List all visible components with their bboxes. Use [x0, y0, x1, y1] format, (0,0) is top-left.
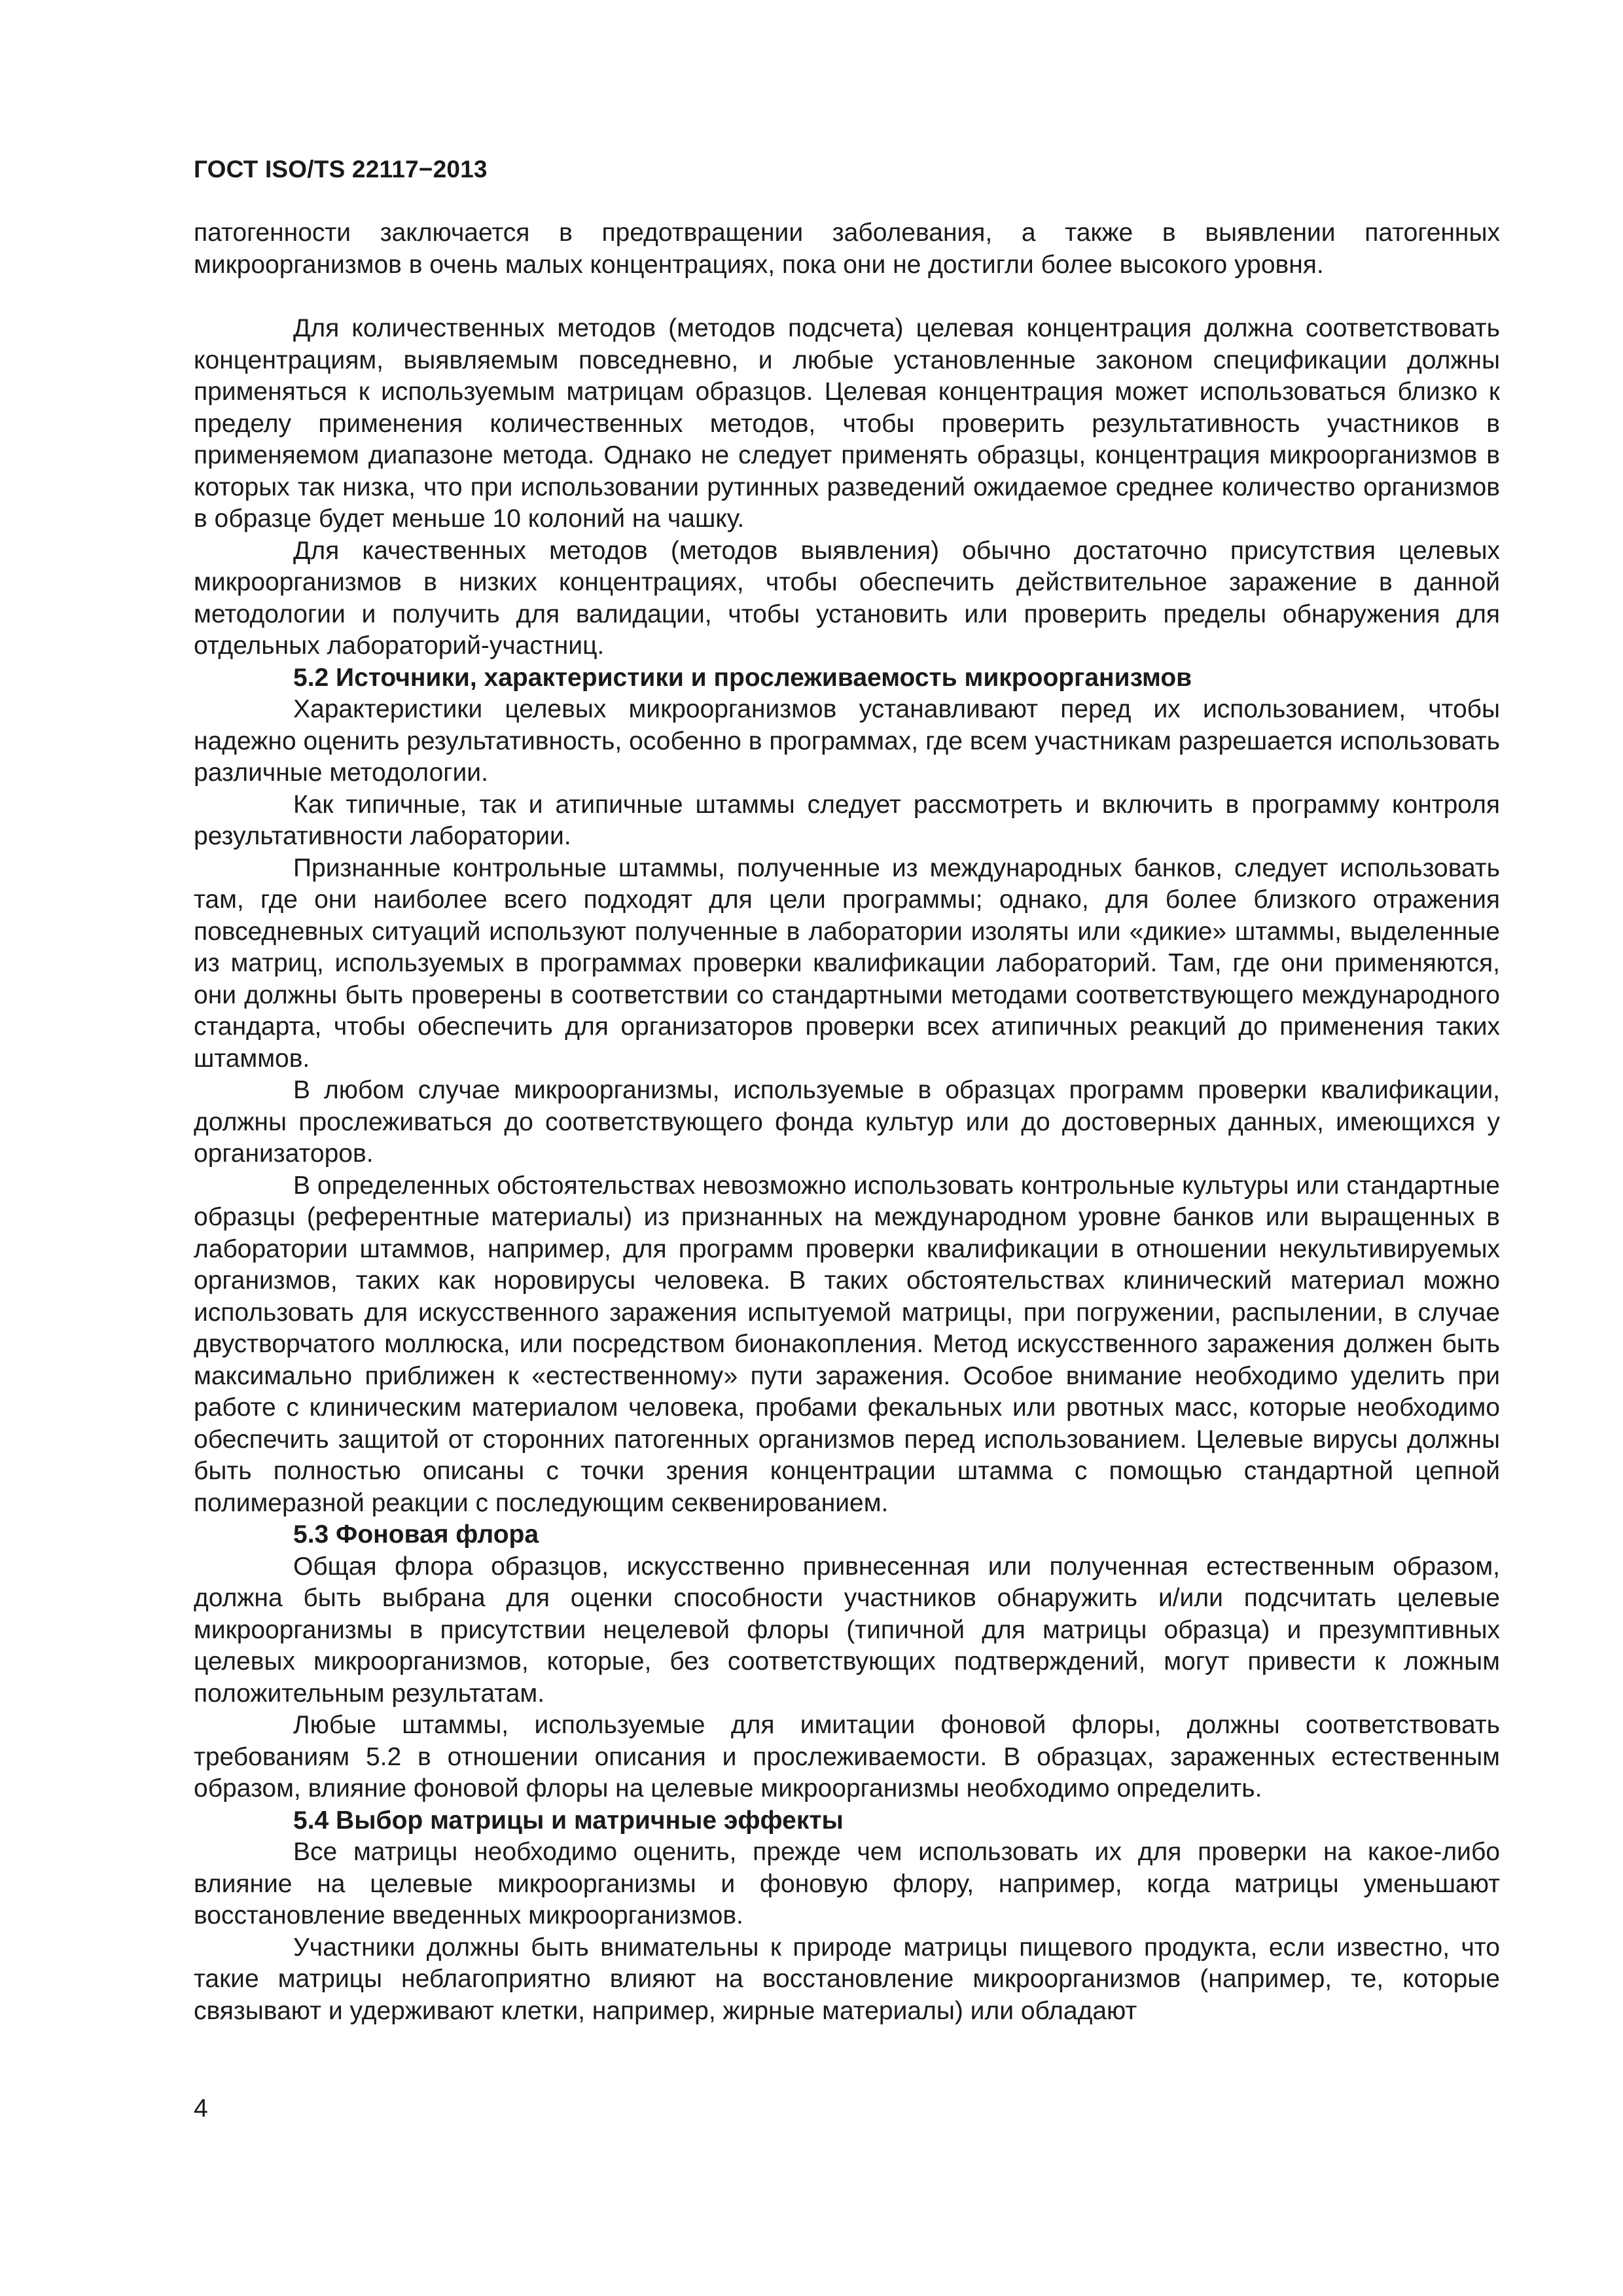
paragraph: патогенности заключается в предотвращении заболевания, а также в выявлении патогенных микроорганизмов в очень малых концентрациях, пока они не достигли более высокого уровня. — [194, 219, 1500, 279]
document-header: ГОСТ ISO/TS 22117−2013 — [194, 156, 488, 183]
paragraph: Участники должны быть внимательны к природе матрицы пищевого продукта, если известно, что такие матрицы неблагоприятно влияют на восстановление микроорганизмов (например, те, которые связывают и удерживают клетки, например, жирные материалы) или обладают — [194, 1933, 1500, 2025]
section-heading-5-2: 5.2 Источники, характеристики и прослеживаемость микроорганизмов — [293, 663, 1192, 692]
paragraph: В любом случае микроорганизмы, используемые в образцах программ проверки квалификации, должны прослеживаться до соответствующего фонда культур или до достоверных данных, имеющихся у организаторов. — [194, 1076, 1500, 1168]
section-heading-5-4: 5.4 Выбор матрицы и матричные эффекты — [293, 1806, 844, 1835]
paragraph: Общая флора образцов, искусственно привнесенная или полученная естественным образом, должна быть выбрана для оценки способности участников обнаружить и/или подсчитать целевые микроорганизмы в присутствии нецелевой флоры (типичной для матрицы образца) и презумптивных целевых микроорганизмов, которые, без соответствующих подтверждений, могут привести к ложным положительным результатам. — [194, 1552, 1500, 1708]
paragraph: Для количественных методов (методов подсчета) целевая концентрация должна соответствовать концентрациям, выявляемым повседневно, и любые установленные законом спецификации должны применяться к используемым матрицам образцов. Целевая концентрация может использоваться близко к пределу применения количественных методов, чтобы проверить результативность участников в применяемом диапазоне метода. Однако не следует применять образцы, концентрация микроорганизмов в которых так низка, что при использовании рутинных разведений ожидаемое среднее количество организмов в образце будет меньше 10 колоний на чашку. — [194, 314, 1500, 533]
section-heading-5-3: 5.3 Фоновая флора — [293, 1520, 539, 1549]
paragraph: В определенных обстоятельствах невозможно использовать контрольные культуры или стандартные образцы (референтные материалы) из признанных на международном уровне банков или выращенных в лаборатории штаммов, например, для программ проверки квалификации в отношении некультивируемых организмов, таких как норовирусы человека. В таких обстоятельствах клинический материал можно использовать для искусственного заражения испытуемой матрицы, при погружении, распылении, в случае двустворчатого моллюска, или посредством бионакопления. Метод искусственного заражения должен быть максимально приближен к «естественному» пути заражения. Особое внимание необходимо уделить при работе с клиническим материалом человека, пробами фекальных или рвотных масс, которые необходимо обеспечить защитой от сторонних патогенных организмов перед использованием. Целевые вирусы должны быть полностью описаны с точки зрения концентрации штамма с помощью стандартной цепной полимеразной реакции с последующим секвенированием. — [194, 1171, 1500, 1517]
page-number: 4 — [194, 2094, 208, 2123]
paragraph: Характеристики целевых микроорганизмов устанавливают перед их использованием, чтобы надежно оценить результативность, особенно в программах, где всем участникам разрешается использовать различные методологии. — [194, 695, 1500, 787]
document-body — [194, 217, 1500, 2027]
paragraph: Любые штаммы, используемые для имитации фоновой флоры, должны соответствовать требованиям 5.2 в отношении описания и прослеживаемости. В образцах, зараженных естественным образом, влияние фоновой флоры на целевые микроорганизмы необходимо определить. — [194, 1711, 1500, 1803]
paragraph: Все матрицы необходимо оценить, прежде чем использовать их для проверки на какое-либо влияние на целевые микроорганизмы и фоновую флору, например, когда матрицы уменьшают восстановление введенных микроорганизмов. — [194, 1838, 1500, 1929]
paragraph: Для качественных методов (методов выявления) обычно достаточно присутствия целевых микроорганизмов в низких концентрациях, чтобы обеспечить действительное заражение в данной методологии и получить для валидации, чтобы установить или проверить пределы обнаружения для отдельных лабораторий-участниц. — [194, 536, 1500, 660]
paragraph: Как типичные, так и атипичные штаммы следует рассмотреть и включить в программу контроля результативности лаборатории. — [194, 790, 1500, 850]
paragraph: Признанные контрольные штаммы, полученные из международных банков, следует использовать там, где они наиболее всего подходят для цели программы; однако, для более близкого отражения повседневных ситуаций используют полученные в лаборатории изоляты или «дикие» штаммы, выделенные из матриц, используемых в программах проверки квалификации лабораторий. Там, где они применяются, они должны быть проверены в соответствии со стандартными методами соответствующего международного стандарта, чтобы обеспечить для организаторов проверки всех атипичных реакций до применения таких штаммов. — [194, 853, 1500, 1073]
